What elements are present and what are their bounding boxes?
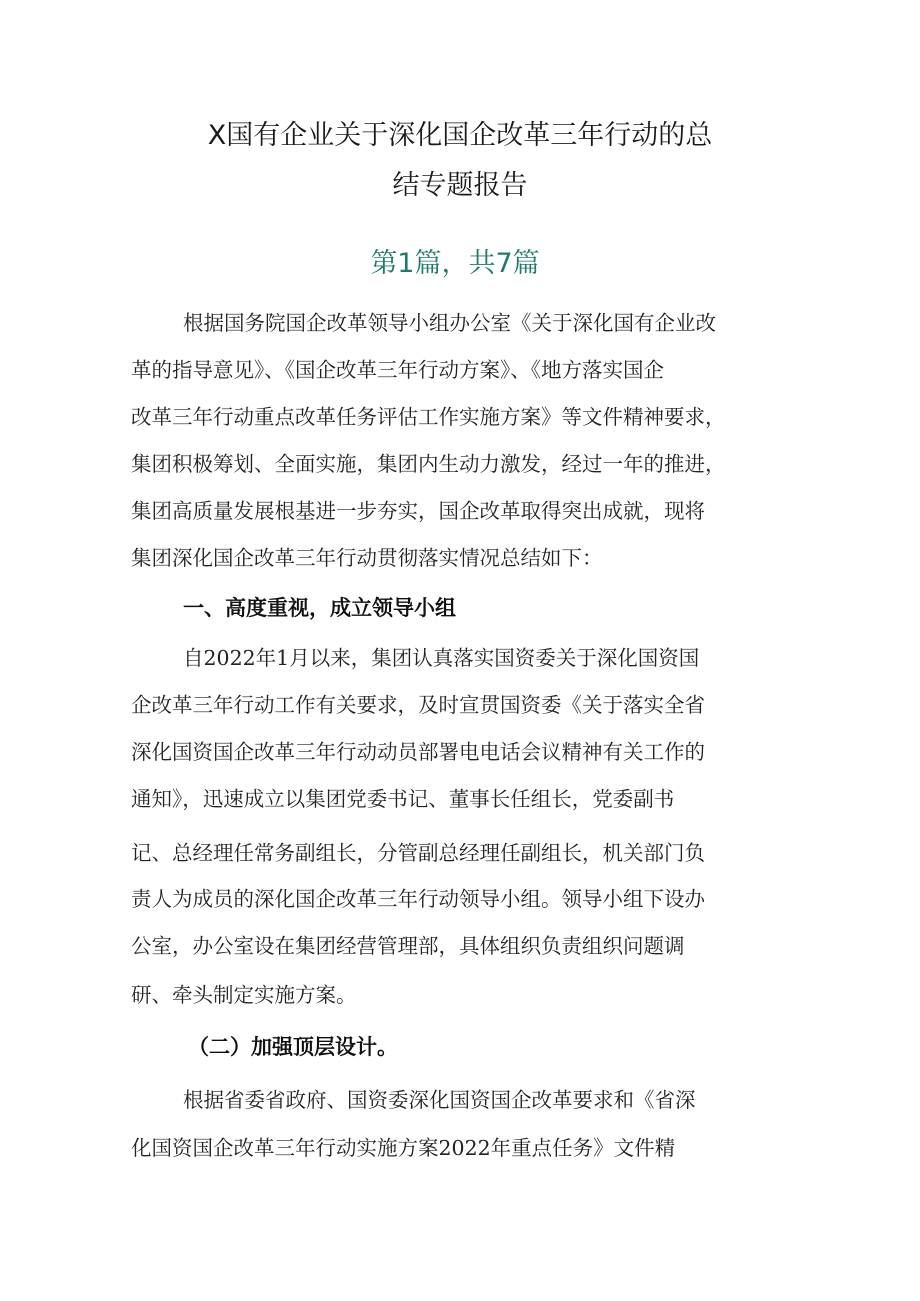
- paragraph-line: 自2022年1月以来，集团认真落实国资委关于深化国资国: [183, 646, 700, 670]
- paragraph-line: 公室，办公室设在集团经营管理部，具体组织负责组织问题调: [131, 934, 685, 958]
- paragraph-line: 集团积极筹划、全面实施，集团内生动力激发，经过一年的推进，: [131, 452, 726, 476]
- paragraph-line: 集团深化国企改革三年行动贯彻落实情况总结如下：: [131, 546, 603, 570]
- paragraph-line: 改革三年行动重点改革任务评估工作实施方案》等文件精神要求，: [131, 405, 726, 429]
- section-heading-1: 一、高度重视，成立领导小组: [183, 596, 456, 620]
- paragraph-line: 通知》，迅速成立以集团党委书记、董事长任组长，党委副书: [131, 787, 675, 811]
- paragraph-line: 集团高质量发展根基进一步夯实，国企改革取得突出成就，现将: [131, 499, 705, 523]
- paragraph-line: 革的指导意见》、《国企改革三年行动方案》、《地方落实国企: [131, 358, 664, 382]
- paragraph-line: 根据国务院国企改革领导小组办公室《关于深化国有企业改: [183, 311, 716, 335]
- document-part-indicator: 第1篇，共7篇: [370, 248, 540, 279]
- paragraph-line: 深化国资国企改革三年行动动员部署电电话会议精神有关工作的: [131, 740, 705, 764]
- document-title-line-2: 结专题报告: [392, 170, 528, 201]
- paragraph-line: 研、牵头制定实施方案。: [131, 983, 357, 1007]
- paragraph-line: 根据省委省政府、国资委深化国资国企改革要求和《省深: [183, 1088, 696, 1112]
- paragraph-line: 责人为成员的深化国企改革三年行动领导小组。领导小组下设办: [131, 887, 705, 911]
- paragraph-line: 记、总经理任常务副组长，分管副总经理任副组长，机关部门负: [131, 841, 705, 865]
- paragraph-line: 化国资国企改革三年行动实施方案2022年重点任务》文件精: [131, 1136, 676, 1160]
- section-heading-2: （二）加强顶层设计。: [188, 1035, 398, 1059]
- document-title-line-1: X国有企业关于深化国企改革三年行动的总: [207, 120, 713, 151]
- paragraph-line: 企改革三年行动工作有关要求，及时宣贯国资委《关于落实全省: [131, 693, 705, 717]
